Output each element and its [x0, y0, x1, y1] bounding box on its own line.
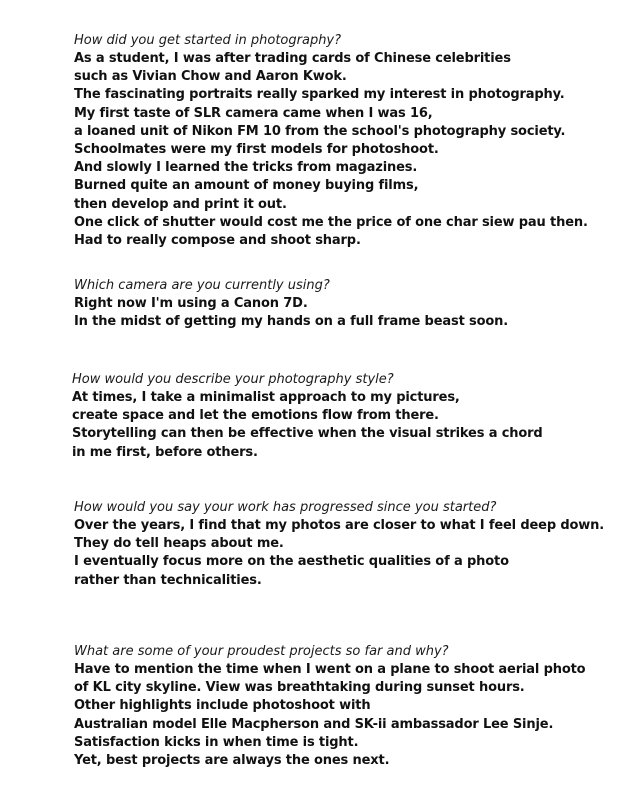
answer-line: Schoolmates were my first models for photoshoot.	[74, 142, 439, 158]
interview-block	[72, 371, 543, 462]
answer-line: Over the years, I find that my photos are closer to what I feel deep down.	[74, 518, 605, 533]
answer-line: At times, I take a minimalist approach to my pictures,	[72, 390, 460, 405]
interview-question: How would you say your work has progressed since you started?	[74, 500, 497, 515]
answer-line: of KL city skyline. View was breathtaking during sunset hours.	[74, 680, 525, 696]
answer-line: One click of shutter would cost me the price of one char siew pau then.	[74, 214, 588, 230]
answer-line: then develop and print it out.	[74, 196, 287, 212]
answer-line: Storytelling can then be effective when the visual strikes a chord	[72, 426, 543, 442]
interview-block	[74, 499, 604, 590]
answer-line: create space and let the emotions flow from there.	[72, 408, 439, 424]
answer-line: such as Vivian Chow and Aaron Kwok.	[74, 69, 347, 85]
answer-line: Yet, best projects are always the ones next.	[74, 753, 390, 769]
interview-question: Which camera are you currently using?	[74, 278, 330, 293]
answer-line: in me first, before others.	[72, 444, 258, 460]
interview-block	[74, 277, 508, 331]
answer-line: In the midst of getting my hands on a full frame beast soon.	[74, 314, 509, 330]
answer-line: Australian model Elle Macpherson and SK-ii ambassador Lee Sinje.	[74, 716, 554, 732]
interview-question: What are some of your proudest projects so far and why?	[74, 644, 449, 659]
interview-question: How did you get started in photography?	[74, 33, 342, 48]
answer-line: rather than technicalities.	[74, 572, 262, 588]
answer-line: Had to really compose and shoot sharp.	[74, 233, 361, 249]
answer-line: As a student, I was after trading cards of Chinese celebrities	[74, 51, 511, 66]
answer-line: Have to mention the time when I went on a plane to shoot aerial photo	[74, 662, 586, 677]
interview-question: How would you describe your photography style?	[72, 372, 394, 387]
answer-line: My first taste of SLR camera came when I was 16,	[74, 105, 433, 121]
answer-line: They do tell heaps about me.	[74, 536, 284, 552]
answer-line: Burned quite an amount of money buying films,	[74, 178, 419, 194]
answer-line: And slowly I learned the tricks from magazines.	[74, 160, 418, 176]
answer-line: a loaned unit of Nikon FM 10 from the school's photography society.	[74, 123, 566, 139]
answer-line: Right now I'm using a Canon 7D.	[74, 296, 308, 311]
interview-block	[74, 643, 585, 770]
answer-line: I eventually focus more on the aesthetic qualities of a photo	[74, 554, 509, 570]
answer-line: The fascinating portraits really sparked my interest in photography.	[74, 87, 565, 103]
answer-line: Other highlights include photoshoot with	[74, 698, 371, 714]
interview-block	[74, 32, 588, 250]
answer-line: Satisfaction kicks in when time is tight.	[74, 734, 359, 750]
